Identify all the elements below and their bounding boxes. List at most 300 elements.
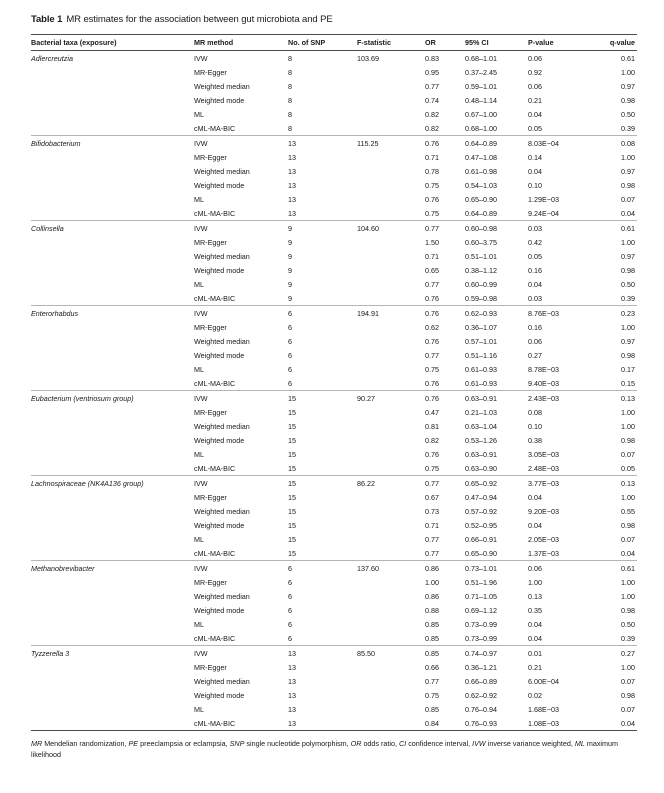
pvalue-cell: 0.21 — [528, 662, 542, 672]
method-cell: Weighted median — [194, 591, 250, 601]
qvalue-cell: 1.00 — [621, 237, 635, 247]
or-cell: 0.62 — [425, 322, 439, 332]
col-header-snp: No. of SNP — [288, 38, 326, 47]
fstat-cell — [357, 362, 425, 376]
snp-cell: 13 — [288, 152, 296, 162]
col-header-ci: 95% CI — [465, 38, 489, 47]
snp-cell: 9 — [288, 279, 292, 289]
pvalue-cell: 0.16 — [528, 322, 542, 332]
or-cell: 0.74 — [425, 95, 439, 105]
qvalue-cell: 0.50 — [621, 109, 635, 119]
table-row — [31, 376, 637, 391]
pvalue-cell: 0.14 — [528, 152, 542, 162]
snp-cell: 6 — [288, 364, 292, 374]
qvalue-cell: 0.08 — [591, 136, 637, 151]
qvalue-cell: 0.07 — [621, 704, 635, 714]
fstat-cell — [357, 206, 425, 221]
qvalue-cell: 0.13 — [591, 476, 637, 491]
pvalue-cell: 1.08E−03 — [528, 716, 591, 731]
table-row — [31, 93, 637, 107]
fstat-cell — [357, 79, 425, 93]
pvalue-cell: 0.06 — [528, 336, 542, 346]
method-cell: MR-Egger — [194, 237, 227, 247]
qvalue-cell: 1.00 — [621, 591, 635, 601]
qvalue-cell: 0.97 — [621, 336, 635, 346]
qvalue-cell: 0.98 — [621, 690, 635, 700]
taxon-cell — [31, 263, 194, 277]
snp-cell: 9 — [288, 293, 292, 303]
pvalue-cell: 8.76E−03 — [528, 306, 591, 321]
or-cell: 0.77 — [425, 81, 439, 91]
or-cell: 0.76 — [425, 306, 465, 321]
taxon-cell — [31, 334, 194, 348]
or-cell: 0.82 — [425, 435, 439, 445]
table-row — [31, 419, 637, 433]
qvalue-cell: 1.00 — [621, 322, 635, 332]
taxon-cell — [31, 688, 194, 702]
fstat-cell: 104.60 — [357, 221, 425, 236]
or-cell: 0.82 — [425, 109, 439, 119]
table-title: MR estimates for the association between gut microbiota and PE — [66, 14, 333, 25]
snp-cell: 8 — [288, 123, 292, 133]
footnote-abbr: IVW — [472, 739, 486, 748]
fstat-cell — [357, 447, 425, 461]
ci-cell: 0.76–0.93 — [465, 716, 528, 731]
fstat-cell — [357, 107, 425, 121]
method-cell: ML — [194, 364, 204, 374]
method-cell: Weighted median — [194, 506, 250, 516]
table-row — [31, 688, 637, 702]
table-row — [31, 575, 637, 589]
pvalue-cell: 0.10 — [528, 421, 542, 431]
qvalue-cell: 0.98 — [621, 180, 635, 190]
fstat-cell — [357, 660, 425, 674]
table-row — [31, 405, 637, 419]
taxon-cell — [31, 702, 194, 716]
footnote-abbr: SNP — [229, 739, 245, 748]
qvalue-cell: 1.00 — [621, 67, 635, 77]
table-row — [31, 447, 637, 461]
pvalue-cell: 0.01 — [528, 646, 591, 661]
taxon-cell — [31, 419, 194, 433]
table-row — [31, 476, 637, 491]
or-cell: 0.84 — [425, 716, 465, 731]
pvalue-cell: 0.06 — [528, 53, 542, 63]
or-cell: 0.67 — [425, 492, 439, 502]
taxon-cell: Eubacterium (ventriosum group) — [31, 391, 194, 406]
ci-cell: 0.68–1.00 — [465, 123, 497, 133]
taxon-cell: Tyzzerella 3 — [31, 646, 194, 661]
table-row — [31, 702, 637, 716]
taxon-cell — [31, 617, 194, 631]
fstat-cell — [357, 674, 425, 688]
footnote-abbr: CI — [399, 739, 407, 748]
snp-cell: 8 — [288, 53, 292, 63]
footnote-definition: inverse variance weighted — [487, 739, 571, 748]
table-row — [31, 561, 637, 576]
ci-cell: 0.47–0.94 — [465, 492, 497, 502]
snp-cell: 6 — [288, 605, 292, 615]
pvalue-cell: 0.04 — [528, 619, 542, 629]
fstat-cell: 85.50 — [357, 646, 425, 661]
fstat-cell — [357, 532, 425, 546]
qvalue-cell: 0.07 — [621, 534, 635, 544]
taxon-cell — [31, 405, 194, 419]
or-cell: 0.77 — [425, 476, 465, 491]
qvalue-cell: 0.39 — [621, 633, 635, 643]
ci-cell: 0.61–0.93 — [465, 378, 497, 388]
method-cell: IVW — [194, 136, 288, 151]
qvalue-cell: 0.07 — [621, 449, 635, 459]
table-row — [31, 107, 637, 121]
table-row — [31, 121, 637, 136]
method-cell: cML-MA-BIC — [194, 378, 236, 388]
qvalue-cell: 0.15 — [621, 378, 635, 388]
table-footnote: MR Mendelian randomization, PE preeclampsia or eclampsia, SNP single nucleotide polymorphism, OR odds ratio, CI confidence interval, IVW inverse variance weighted, ML maximum likelihood — [31, 739, 618, 759]
snp-cell: 13 — [288, 180, 296, 190]
ci-cell: 0.66–0.91 — [465, 534, 497, 544]
pvalue-cell: 0.92 — [528, 67, 542, 77]
taxon-cell — [31, 249, 194, 263]
fstat-cell — [357, 192, 425, 206]
or-cell: 0.77 — [425, 279, 439, 289]
ci-cell: 0.61–0.98 — [465, 166, 497, 176]
snp-cell: 6 — [288, 336, 292, 346]
snp-cell: 13 — [288, 662, 296, 672]
ci-cell: 0.61–0.93 — [465, 364, 497, 374]
taxon-cell — [31, 164, 194, 178]
table-row — [31, 518, 637, 532]
fstat-cell — [357, 277, 425, 291]
fstat-cell: 90.27 — [357, 391, 425, 406]
method-cell: Weighted mode — [194, 520, 245, 530]
ci-cell: 0.53–1.26 — [465, 435, 497, 445]
snp-cell: 13 — [288, 646, 357, 661]
table-row — [31, 263, 637, 277]
pvalue-cell: 8.78E−03 — [528, 364, 559, 374]
snp-cell: 13 — [288, 208, 296, 218]
taxon-cell — [31, 504, 194, 518]
ci-cell: 0.63–0.91 — [465, 391, 528, 406]
or-cell: 0.71 — [425, 152, 439, 162]
table-body — [31, 51, 637, 731]
ci-cell: 0.73–0.99 — [465, 619, 497, 629]
table-caption — [31, 14, 333, 25]
or-cell: 0.75 — [425, 180, 439, 190]
qvalue-cell: 0.50 — [621, 279, 635, 289]
or-cell: 0.76 — [425, 378, 439, 388]
taxon-cell — [31, 320, 194, 334]
method-cell: ML — [194, 449, 204, 459]
footnote-abbr: PE — [128, 739, 139, 748]
fstat-cell — [357, 461, 425, 476]
snp-cell: 6 — [288, 350, 292, 360]
taxon-cell — [31, 447, 194, 461]
ci-cell: 0.63–1.04 — [465, 421, 497, 431]
snp-cell: 6 — [288, 577, 292, 587]
taxon-cell — [31, 518, 194, 532]
fstat-cell — [357, 575, 425, 589]
pvalue-cell: 2.43E−03 — [528, 391, 591, 406]
fstat-cell — [357, 93, 425, 107]
table-row — [31, 532, 637, 546]
ci-cell: 0.54–1.03 — [465, 180, 497, 190]
pvalue-cell: 1.00 — [528, 577, 542, 587]
qvalue-cell: 0.17 — [621, 364, 635, 374]
method-cell: Weighted mode — [194, 435, 245, 445]
pvalue-cell: 1.29E−03 — [528, 194, 559, 204]
method-cell: cML-MA-BIC — [194, 208, 236, 218]
or-cell: 0.88 — [425, 605, 439, 615]
table-row — [31, 334, 637, 348]
table-row — [31, 65, 637, 79]
or-cell: 0.73 — [425, 506, 439, 516]
pvalue-cell: 0.16 — [528, 265, 542, 275]
snp-cell: 8 — [288, 67, 292, 77]
method-cell: Weighted median — [194, 676, 250, 686]
ci-cell: 0.65–0.90 — [465, 548, 497, 558]
ci-cell: 0.65–0.90 — [465, 194, 497, 204]
qvalue-cell: 0.97 — [621, 166, 635, 176]
snp-cell: 15 — [288, 534, 296, 544]
taxon-cell: Collinsella — [31, 221, 194, 236]
col-header-pvalue: P-value — [528, 38, 554, 47]
method-cell: IVW — [194, 53, 208, 63]
fstat-cell — [357, 490, 425, 504]
fstat-cell — [357, 617, 425, 631]
or-cell: 0.71 — [425, 251, 439, 261]
or-cell: 0.76 — [425, 293, 439, 303]
table-row — [31, 291, 637, 306]
method-cell: Weighted median — [194, 251, 250, 261]
or-cell: 0.81 — [425, 421, 439, 431]
qvalue-cell: 1.00 — [621, 152, 635, 162]
footnote-definition: single nucleotide polymorphism — [246, 739, 347, 748]
ci-cell: 0.60–3.75 — [465, 237, 497, 247]
fstat-cell — [357, 419, 425, 433]
ci-cell: 0.51–1.01 — [465, 251, 497, 261]
snp-cell: 15 — [288, 548, 296, 558]
pvalue-cell: 0.02 — [528, 690, 542, 700]
snp-cell: 13 — [288, 194, 296, 204]
snp-cell: 8 — [288, 109, 292, 119]
pvalue-cell: 0.35 — [528, 605, 542, 615]
qvalue-cell: 0.04 — [621, 208, 635, 218]
ci-cell: 0.48–1.14 — [465, 95, 497, 105]
table-row — [31, 603, 637, 617]
taxon-cell — [31, 716, 194, 731]
pvalue-cell: 0.05 — [528, 123, 542, 133]
method-cell: Weighted mode — [194, 350, 245, 360]
footnote-definition: confidence interval — [408, 739, 469, 748]
fstat-cell: 103.69 — [357, 53, 379, 63]
method-cell: Weighted median — [194, 166, 250, 176]
taxon-cell: Methanobrevibacter — [31, 561, 194, 576]
method-cell: cML-MA-BIC — [194, 633, 236, 643]
table-row — [31, 660, 637, 674]
qvalue-cell: 0.61 — [621, 53, 635, 63]
pvalue-cell: 0.10 — [528, 180, 542, 190]
pvalue-cell: 0.06 — [528, 81, 542, 91]
qvalue-cell: 0.98 — [621, 95, 635, 105]
pvalue-cell: 0.04 — [528, 520, 542, 530]
table-row — [31, 504, 637, 518]
method-cell: cML-MA-BIC — [194, 293, 236, 303]
table-row — [31, 206, 637, 221]
fstat-cell — [357, 291, 425, 306]
qvalue-cell: 0.61 — [591, 221, 637, 236]
snp-cell: 6 — [288, 633, 292, 643]
snp-cell: 15 — [288, 506, 296, 516]
table-row — [31, 617, 637, 631]
taxon-cell — [31, 277, 194, 291]
taxon-cell: Bifidobacterium — [31, 136, 194, 151]
ci-cell: 0.36–1.21 — [465, 662, 497, 672]
or-cell: 0.77 — [425, 221, 465, 236]
or-cell: 0.77 — [425, 676, 439, 686]
table-row — [31, 348, 637, 362]
method-cell: IVW — [194, 306, 288, 321]
taxon-cell — [31, 376, 194, 391]
fstat-cell: 137.60 — [357, 561, 425, 576]
or-cell: 0.77 — [425, 548, 439, 558]
snp-cell: 13 — [288, 716, 357, 731]
taxon-cell — [31, 206, 194, 221]
method-cell: cML-MA-BIC — [194, 716, 288, 731]
pvalue-cell: 9.40E−03 — [528, 378, 559, 388]
pvalue-cell: 0.04 — [528, 492, 542, 502]
ci-cell: 0.68–1.01 — [465, 53, 497, 63]
fstat-cell — [357, 376, 425, 391]
method-cell: MR-Egger — [194, 152, 227, 162]
pvalue-cell: 3.05E−03 — [528, 449, 559, 459]
snp-cell: 6 — [288, 306, 357, 321]
footnote-abbr: ML — [574, 739, 585, 748]
ci-cell: 0.76–0.94 — [465, 704, 497, 714]
qvalue-cell: 0.98 — [621, 265, 635, 275]
method-cell: Weighted mode — [194, 95, 245, 105]
ci-cell: 0.66–0.89 — [465, 676, 497, 686]
table-row — [31, 461, 637, 476]
or-cell: 0.85 — [425, 704, 439, 714]
method-cell: ML — [194, 109, 204, 119]
fstat-cell — [357, 589, 425, 603]
table-row — [31, 150, 637, 164]
fstat-cell — [357, 121, 425, 136]
snp-cell: 9 — [288, 237, 292, 247]
fstat-cell — [357, 603, 425, 617]
snp-cell: 15 — [288, 520, 296, 530]
or-cell: 0.86 — [425, 561, 465, 576]
mr-estimates-table — [31, 34, 637, 731]
method-cell: Weighted mode — [194, 690, 245, 700]
taxon-cell: Lachnospiraceae (NK4A136 group) — [31, 476, 194, 491]
ci-cell: 0.60–0.98 — [465, 221, 528, 236]
table-row — [31, 178, 637, 192]
method-cell: cML-MA-BIC — [194, 123, 236, 133]
taxon-cell — [31, 93, 194, 107]
snp-cell: 6 — [288, 561, 357, 576]
method-cell: cML-MA-BIC — [194, 548, 236, 558]
or-cell: 0.77 — [425, 534, 439, 544]
ci-cell: 0.67–1.00 — [465, 109, 497, 119]
or-cell: 0.76 — [425, 194, 439, 204]
ci-cell: 0.74–0.97 — [465, 646, 528, 661]
taxon-cell — [31, 65, 194, 79]
qvalue-cell: 0.98 — [621, 435, 635, 445]
method-cell: ML — [194, 534, 204, 544]
or-cell: 0.66 — [425, 662, 439, 672]
ci-cell: 0.73–0.99 — [465, 633, 497, 643]
pvalue-cell: 0.03 — [528, 221, 591, 236]
ci-cell: 0.63–0.91 — [465, 449, 497, 459]
or-cell: 0.75 — [425, 208, 439, 218]
fstat-cell — [357, 150, 425, 164]
qvalue-cell: 1.00 — [621, 492, 635, 502]
qvalue-cell: 0.98 — [621, 350, 635, 360]
pvalue-cell: 1.68E−03 — [528, 704, 559, 714]
pvalue-cell: 0.03 — [528, 293, 542, 303]
or-cell: 0.76 — [425, 391, 465, 406]
snp-cell: 6 — [288, 378, 292, 388]
table-row — [31, 249, 637, 263]
fstat-cell — [357, 164, 425, 178]
table-row — [31, 192, 637, 206]
method-cell: Weighted mode — [194, 265, 245, 275]
table-row — [31, 674, 637, 688]
fstat-cell — [357, 546, 425, 561]
ci-cell: 0.64–0.89 — [465, 136, 528, 151]
snp-cell: 13 — [288, 704, 296, 714]
pvalue-cell: 0.13 — [528, 591, 542, 601]
taxon-cell — [31, 603, 194, 617]
taxon-cell — [31, 348, 194, 362]
qvalue-cell: 1.00 — [621, 577, 635, 587]
pvalue-cell: 9.20E−03 — [528, 506, 559, 516]
ci-cell: 0.62–0.92 — [465, 690, 497, 700]
footnote-definition: preeclampsia or eclampsia — [140, 739, 226, 748]
pvalue-cell: 0.06 — [528, 561, 591, 576]
qvalue-cell: 1.00 — [621, 421, 635, 431]
ci-cell: 0.64–0.89 — [465, 208, 497, 218]
table-row — [31, 716, 637, 731]
qvalue-cell: 0.07 — [621, 194, 635, 204]
method-cell: IVW — [194, 391, 288, 406]
qvalue-cell: 0.05 — [621, 463, 635, 473]
pvalue-cell: 2.05E−03 — [528, 534, 559, 544]
fstat-cell — [357, 235, 425, 249]
qvalue-cell: 0.55 — [621, 506, 635, 516]
snp-cell: 8 — [288, 81, 292, 91]
table-row — [31, 391, 637, 406]
taxon-cell — [31, 235, 194, 249]
pvalue-cell: 1.37E−03 — [528, 548, 559, 558]
or-cell: 0.77 — [425, 350, 439, 360]
taxon-cell — [31, 291, 194, 306]
ci-cell: 0.57–1.01 — [465, 336, 497, 346]
taxon-cell — [31, 107, 194, 121]
method-cell: ML — [194, 704, 204, 714]
or-cell: 0.86 — [425, 591, 439, 601]
pvalue-cell: 0.04 — [528, 109, 542, 119]
pvalue-cell: 2.48E−03 — [528, 463, 559, 473]
fstat-cell: 86.22 — [357, 476, 425, 491]
qvalue-cell: 0.98 — [621, 605, 635, 615]
method-cell: ML — [194, 279, 204, 289]
pvalue-cell: 0.27 — [528, 350, 542, 360]
taxon-cell: Adlercreutzia — [31, 53, 73, 63]
taxon-cell — [31, 362, 194, 376]
